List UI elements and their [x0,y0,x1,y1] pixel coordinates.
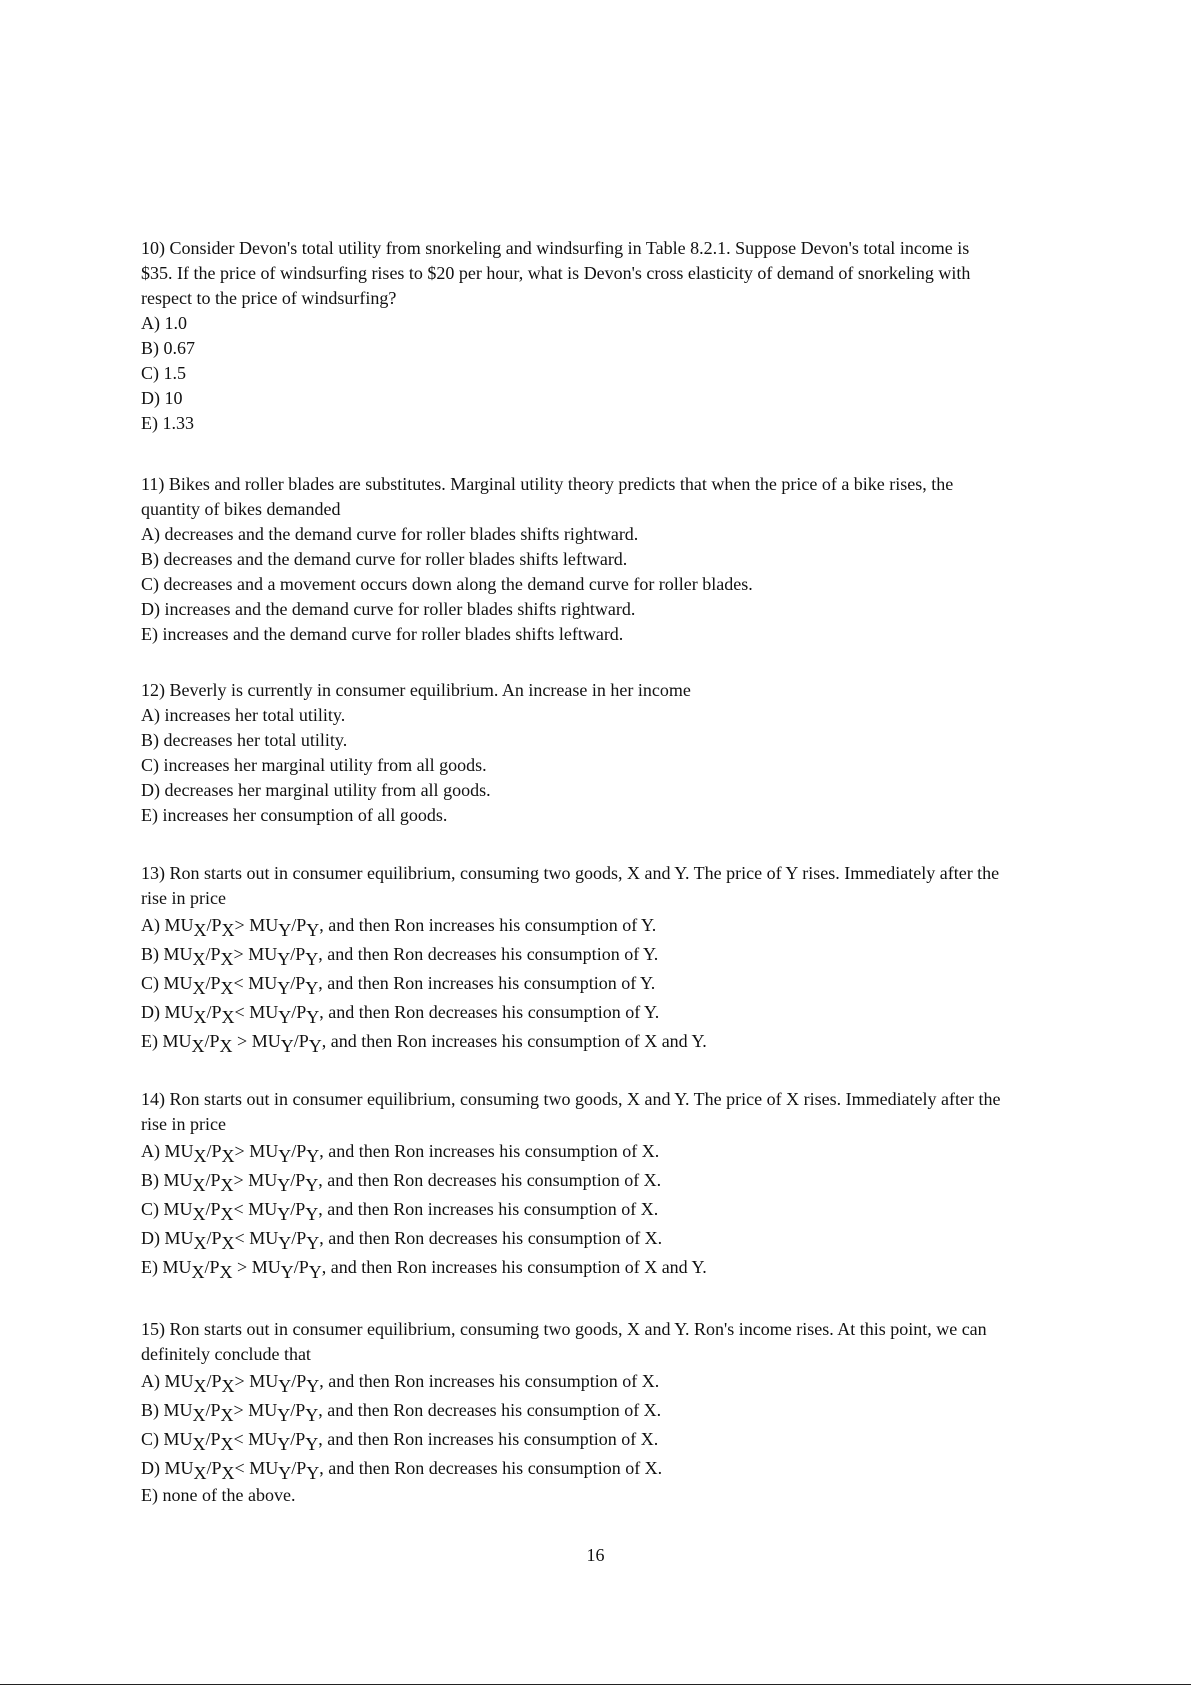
option-text: , and then Ron decreases his consumption of X. [318,1170,662,1190]
price-label: P [296,1371,307,1391]
slash: / [291,1002,297,1022]
option-a [141,1137,1001,1166]
price-label: P [295,1170,306,1190]
price-label: P [209,1257,220,1277]
comparison-operator: > [234,1141,245,1161]
mu-label: MU [163,1429,193,1449]
option-letter: C) [141,973,159,993]
option-letter: A) [141,1141,160,1161]
option-e: E) none of the above. [141,1485,296,1505]
subscript-x: X [221,1376,235,1396]
subscript-x: X [220,978,234,998]
option-text: , and then Ron increases his consumption of X and Y. [321,1257,707,1277]
mu-label: MU [163,1400,193,1420]
slash: / [205,944,211,964]
slash: / [291,1228,297,1248]
subscript-x: X [221,1233,235,1253]
option-e: E) increases and the demand curve for roller blades shifts leftward. [141,624,624,644]
slash: / [206,1141,212,1161]
mu-label: MU [251,1031,281,1051]
option-d [141,1454,1001,1483]
option-d [141,998,1001,1027]
slash: / [293,1257,299,1277]
option-a [141,1367,1001,1396]
question-stem: 11) Bikes and roller blades are substitutes. Marginal utility theory predicts that when the price of a bike rises, the quantity of bikes demanded [141,474,954,519]
question-stem: 14) Ron starts out in consumer equilibrium, consuming two goods, X and Y. The price of X rises. Immediately after the rise in price [141,1089,1001,1134]
option-text: , and then Ron decreases his consumption of Y. [319,1002,660,1022]
subscript-x: X [221,1007,235,1027]
option-text: , and then Ron decreases his consumption of X. [318,1400,662,1420]
option-letter: D) [141,1228,160,1248]
price-label: P [211,1371,222,1391]
mu-label: MU [164,1371,194,1391]
option-b [141,1396,1001,1425]
mu-label: MU [164,1228,194,1248]
slash: / [204,1257,210,1277]
option-c [141,1195,1001,1224]
subscript-x: X [192,1405,206,1425]
price-label: P [295,1400,306,1420]
option-letter: C) [141,1429,159,1449]
price-label: P [296,1002,307,1022]
option-text: , and then Ron increases his consumption of X and Y. [321,1031,707,1051]
option-c: C) decreases and a movement occurs down along the demand curve for roller blades. [141,574,753,594]
subscript-y: Y [305,1405,319,1425]
subscript-y: Y [277,1434,291,1454]
option-letter: A) [141,1371,160,1391]
comparison-operator: > [233,944,244,964]
question-stem: 12) Beverly is currently in consumer equilibrium. An increase in her income [141,680,691,700]
price-label: P [211,1228,222,1248]
mu-label: MU [249,1371,279,1391]
subscript-y: Y [277,1204,291,1224]
option-letter: D) [141,1458,160,1478]
subscript-y: Y [278,1463,292,1483]
option-letter: D) [141,1002,160,1022]
comparison-operator: > [234,1371,245,1391]
slash: / [293,1031,299,1051]
subscript-x: X [193,1007,207,1027]
subscript-x: X [220,1405,234,1425]
subscript-x: X [220,1175,234,1195]
subscript-y: Y [305,1204,319,1224]
subscript-y: Y [306,1007,320,1027]
option-text: , and then Ron increases his consumption of Y. [318,973,656,993]
subscript-x: X [221,1463,235,1483]
option-text: , and then Ron decreases his consumption of Y. [318,944,659,964]
subscript-x: X [193,1233,207,1253]
price-label: P [211,1002,222,1022]
slash: / [290,1170,296,1190]
price-label: P [209,1031,220,1051]
mu-label: MU [251,1257,281,1277]
subscript-x: X [221,920,235,940]
mu-label: MU [249,1228,279,1248]
comparison-operator: > [233,1170,244,1190]
price-label: P [210,1199,221,1219]
question-stem: 15) Ron starts out in consumer equilibrium, consuming two goods, X and Y. Ron's income rises. At this point, we can definitely conclude that [141,1319,987,1364]
subscript-y: Y [278,1007,292,1027]
slash: / [204,1031,210,1051]
mu-label: MU [248,1400,278,1420]
option-letter: B) [141,944,159,964]
price-label: P [298,1257,309,1277]
subscript-x: X [191,1262,205,1282]
price-label: P [296,1458,307,1478]
option-d: D) 10 [141,388,183,408]
option-letter: B) [141,1170,159,1190]
subscript-x: X [220,1204,234,1224]
option-e: E) 1.33 [141,413,194,433]
question-13 [141,861,1001,1056]
subscript-x: X [192,978,206,998]
option-text: , and then Ron increases his consumption of X. [318,1429,659,1449]
mu-label: MU [162,1031,192,1051]
option-text: , and then Ron increases his consumption of X. [318,1199,659,1219]
price-label: P [295,1199,306,1219]
option-letter: A) [141,915,160,935]
mu-label: MU [163,1199,193,1219]
slash: / [291,1371,297,1391]
comparison-operator: < [233,1199,244,1219]
slash: / [205,973,211,993]
subscript-x: X [192,1434,206,1454]
option-e: E) increases her consumption of all goods. [141,805,448,825]
price-label: P [210,1400,221,1420]
mu-label: MU [163,973,193,993]
option-c [141,1425,1001,1454]
subscript-y: Y [308,1262,322,1282]
subscript-x: X [192,1175,206,1195]
subscript-y: Y [278,1233,292,1253]
option-a: A) increases her total utility. [141,705,346,725]
mu-label: MU [164,1458,194,1478]
slash: / [206,1002,212,1022]
page-number: 16 [586,1545,605,1565]
option-text: , and then Ron decreases his consumption of X. [319,1228,663,1248]
subscript-y: Y [277,949,291,969]
subscript-x: X [193,1463,207,1483]
option-text: , and then Ron decreases his consumption of X. [319,1458,663,1478]
price-label: P [295,973,306,993]
option-text: , and then Ron increases his consumption of X. [319,1371,660,1391]
subscript-y: Y [305,1434,319,1454]
slash: / [291,1141,297,1161]
subscript-x: X [192,1204,206,1224]
slash: / [206,1458,212,1478]
subscript-x: X [219,1262,233,1282]
price-label: P [296,1228,307,1248]
subscript-y: Y [277,1175,291,1195]
slash: / [290,944,296,964]
mu-label: MU [162,1257,192,1277]
price-label: P [295,1429,306,1449]
option-b: B) 0.67 [141,338,195,358]
mu-label: MU [248,1170,278,1190]
mu-label: MU [248,944,278,964]
mu-label: MU [249,1141,279,1161]
option-b: B) decreases and the demand curve for roller blades shifts leftward. [141,549,628,569]
slash: / [205,1170,211,1190]
subscript-y: Y [306,1376,320,1396]
mu-label: MU [248,1429,278,1449]
slash: / [205,1429,211,1449]
question-11 [141,472,1001,647]
subscript-x: X [192,949,206,969]
question-stem: 10) Consider Devon's total utility from snorkeling and windsurfing in Table 8.2.1. Suppose Devon's total income is $35. If the price of windsurfing rises to $20 per hour, what is Devon's cross elasticity of demand of snorkeling with respect to the price of windsurfing? [141,238,971,308]
mu-label: MU [249,1458,279,1478]
mu-label: MU [248,973,278,993]
slash: / [290,1429,296,1449]
price-label: P [296,915,307,935]
slash: / [290,1199,296,1219]
option-c: C) increases her marginal utility from all goods. [141,755,487,775]
comparison-operator: < [233,973,244,993]
subscript-x: X [193,1146,207,1166]
option-a: A) 1.0 [141,313,187,333]
option-a: A) decreases and the demand curve for roller blades shifts rightward. [141,524,639,544]
price-label: P [210,973,221,993]
subscript-y: Y [306,1463,320,1483]
price-label: P [210,1170,221,1190]
option-d: D) increases and the demand curve for roller blades shifts rightward. [141,599,636,619]
option-c [141,969,1001,998]
question-stem: 13) Ron starts out in consumer equilibrium, consuming two goods, X and Y. The price of Y rises. Immediately after the rise in price [141,863,1000,908]
question-14 [141,1087,1001,1282]
option-e [141,1027,1001,1056]
slash: / [291,1458,297,1478]
subscript-x: X [219,1036,233,1056]
slash: / [290,1400,296,1420]
comparison-operator: < [234,1458,245,1478]
slash: / [206,1371,212,1391]
slash: / [291,915,297,935]
question-12 [141,678,1001,828]
subscript-y: Y [280,1036,294,1056]
mu-label: MU [163,1170,193,1190]
comparison-operator: < [233,1429,244,1449]
mu-label: MU [249,915,279,935]
mu-label: MU [164,1141,194,1161]
subscript-y: Y [278,1376,292,1396]
price-label: P [211,1458,222,1478]
subscript-y: Y [305,978,319,998]
subscript-y: Y [278,1146,292,1166]
option-b [141,940,1001,969]
price-label: P [211,1141,222,1161]
slash: / [206,915,212,935]
subscript-y: Y [306,1146,320,1166]
price-label: P [296,1141,307,1161]
mu-label: MU [248,1199,278,1219]
option-e [141,1253,1001,1282]
comparison-operator: > [232,1031,248,1051]
subscript-y: Y [277,978,291,998]
slash: / [206,1228,212,1248]
mu-label: MU [164,1002,194,1022]
option-letter: E) [141,1257,158,1277]
subscript-y: Y [306,920,320,940]
question-15 [141,1317,1001,1508]
option-text: , and then Ron increases his consumption of X. [319,1141,660,1161]
subscript-y: Y [280,1262,294,1282]
subscript-y: Y [278,920,292,940]
option-d [141,1224,1001,1253]
price-label: P [211,915,222,935]
mu-label: MU [163,944,193,964]
price-label: P [298,1031,309,1051]
price-label: P [210,944,221,964]
slash: / [290,973,296,993]
comparison-operator: > [233,1400,244,1420]
mu-label: MU [164,915,194,935]
price-label: P [295,944,306,964]
subscript-y: Y [277,1405,291,1425]
subscript-x: X [220,1434,234,1454]
subscript-y: Y [305,1175,319,1195]
option-c: C) 1.5 [141,363,186,383]
option-letter: B) [141,1400,159,1420]
option-letter: E) [141,1031,158,1051]
option-d: D) decreases her marginal utility from all goods. [141,780,491,800]
option-letter: C) [141,1199,159,1219]
subscript-x: X [221,1146,235,1166]
mu-label: MU [249,1002,279,1022]
comparison-operator: > [232,1257,248,1277]
comparison-operator: < [234,1002,245,1022]
option-a [141,911,1001,940]
subscript-x: X [193,920,207,940]
comparison-operator: < [234,1228,245,1248]
subscript-x: X [191,1036,205,1056]
slash: / [205,1400,211,1420]
subscript-y: Y [305,949,319,969]
option-b: B) decreases her total utility. [141,730,348,750]
option-b [141,1166,1001,1195]
subscript-y: Y [308,1036,322,1056]
subscript-x: X [220,949,234,969]
subscript-x: X [193,1376,207,1396]
subscript-y: Y [306,1233,320,1253]
question-10 [141,236,1001,436]
option-text: , and then Ron increases his consumption of Y. [319,915,657,935]
comparison-operator: > [234,915,245,935]
slash: / [205,1199,211,1219]
price-label: P [210,1429,221,1449]
